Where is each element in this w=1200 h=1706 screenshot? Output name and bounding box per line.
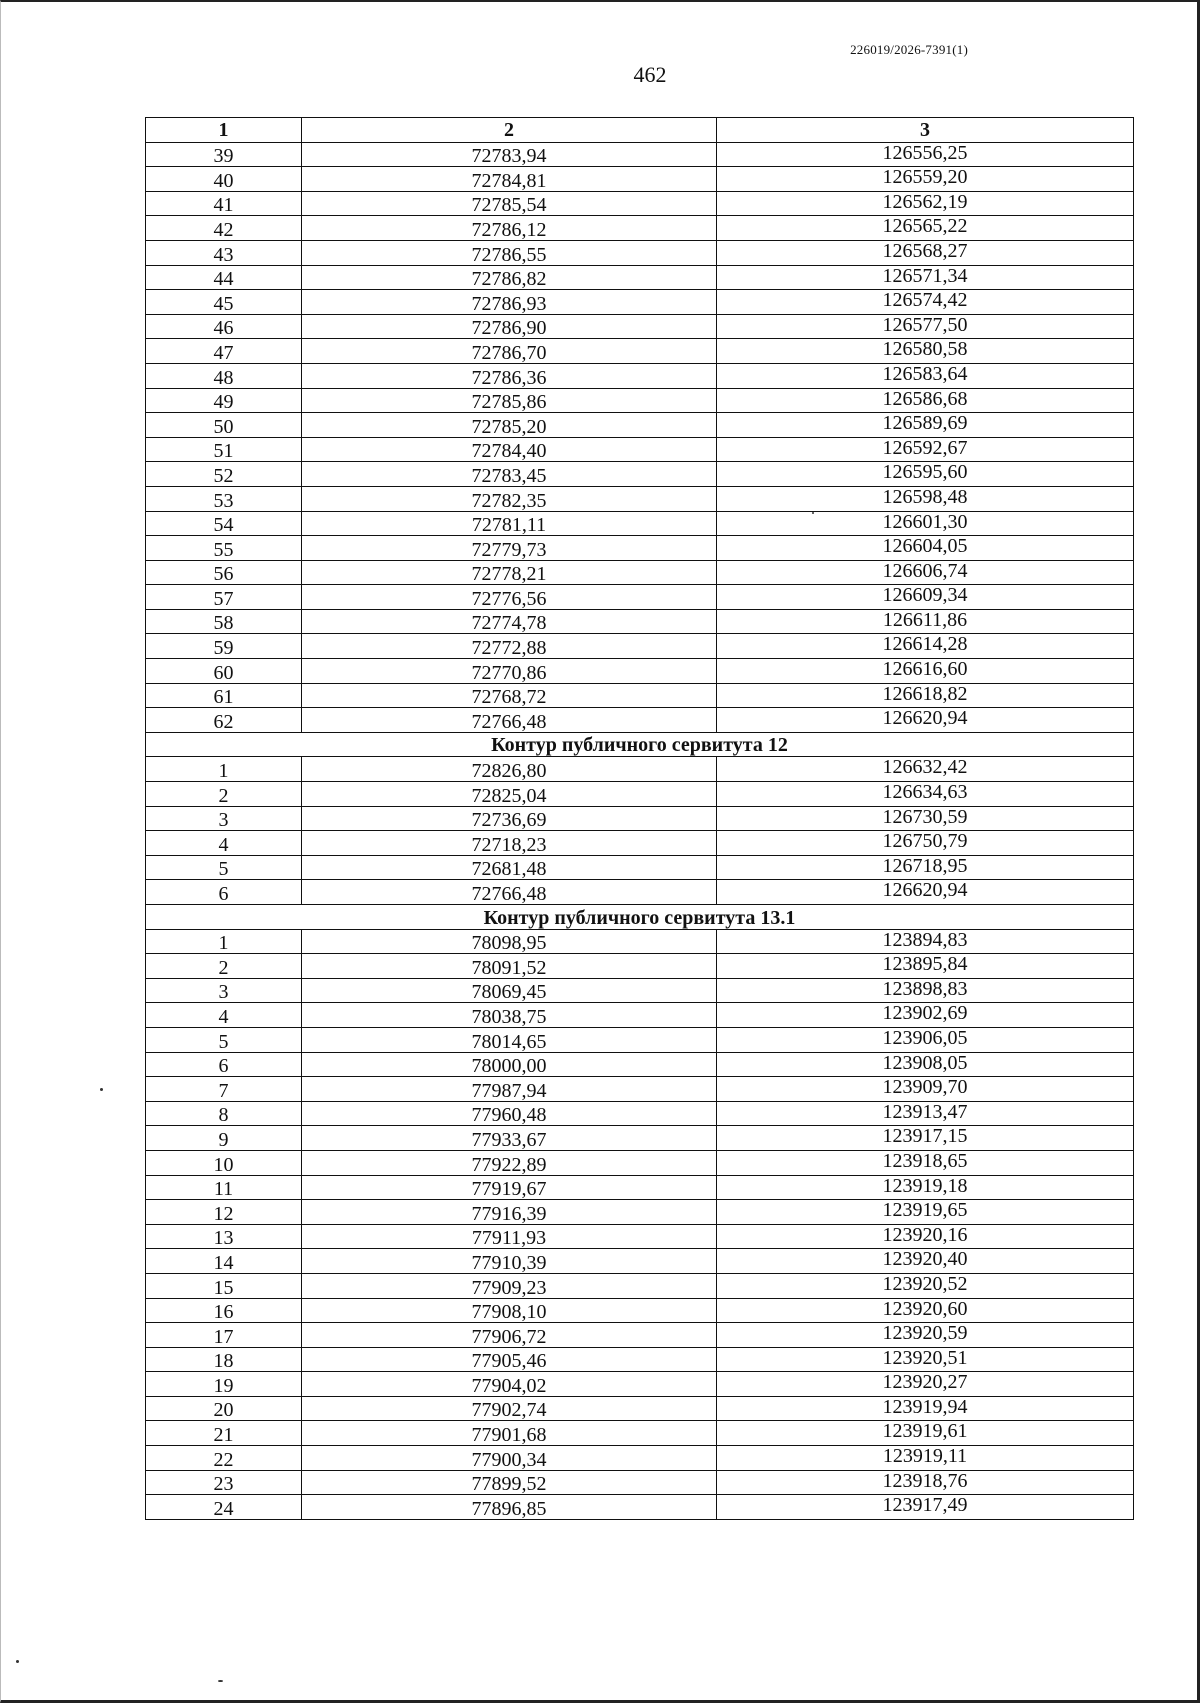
point-number: 43 bbox=[146, 240, 302, 265]
table-row bbox=[146, 314, 1134, 339]
coordinate-x: 77933,67 bbox=[302, 1126, 717, 1151]
section-title-row bbox=[146, 732, 1134, 757]
coordinate-x: 72781,11 bbox=[302, 511, 717, 536]
point-number: 48 bbox=[146, 363, 302, 388]
coordinate-y: 123920,51 bbox=[717, 1347, 1134, 1372]
coordinate-y: 123919,11 bbox=[717, 1446, 1134, 1471]
coordinate-y: 123920,16 bbox=[717, 1224, 1134, 1249]
coordinate-y: 123917,49 bbox=[717, 1495, 1134, 1520]
table-row bbox=[146, 609, 1134, 634]
point-number: 1 bbox=[146, 929, 302, 954]
table-row bbox=[146, 978, 1134, 1003]
table-row bbox=[146, 1224, 1134, 1249]
table-header-row bbox=[146, 118, 1134, 143]
coordinate-y: 126620,94 bbox=[717, 708, 1134, 733]
point-number: 58 bbox=[146, 609, 302, 634]
point-number: 8 bbox=[146, 1101, 302, 1126]
table-row bbox=[146, 1200, 1134, 1225]
coordinate-y: 126730,59 bbox=[717, 806, 1134, 831]
point-number: 17 bbox=[146, 1323, 302, 1348]
point-number: 51 bbox=[146, 437, 302, 462]
table-row bbox=[146, 929, 1134, 954]
coordinate-x: 72770,86 bbox=[302, 659, 717, 684]
point-number: 14 bbox=[146, 1249, 302, 1274]
coordinate-x: 72736,69 bbox=[302, 806, 717, 831]
point-number: 9 bbox=[146, 1126, 302, 1151]
table-row bbox=[146, 954, 1134, 979]
coordinate-x: 77904,02 bbox=[302, 1372, 717, 1397]
coordinate-x: 72786,93 bbox=[302, 290, 717, 315]
coordinate-x: 72783,45 bbox=[302, 462, 717, 487]
coordinate-y: 123920,59 bbox=[717, 1323, 1134, 1348]
table-row bbox=[146, 708, 1134, 733]
coordinate-x: 78091,52 bbox=[302, 954, 717, 979]
coordinate-y: 123913,47 bbox=[717, 1101, 1134, 1126]
point-number: 21 bbox=[146, 1421, 302, 1446]
coordinate-y: 126559,20 bbox=[717, 167, 1134, 192]
table-row bbox=[146, 1003, 1134, 1028]
point-number: 16 bbox=[146, 1298, 302, 1323]
coordinate-x: 72783,94 bbox=[302, 142, 717, 167]
point-number: 22 bbox=[146, 1446, 302, 1471]
table-row bbox=[146, 1298, 1134, 1323]
coordinate-x: 78098,95 bbox=[302, 929, 717, 954]
coordinate-y: 123898,83 bbox=[717, 978, 1134, 1003]
point-number: 59 bbox=[146, 634, 302, 659]
coordinate-y: 126583,64 bbox=[717, 363, 1134, 388]
point-number: 11 bbox=[146, 1175, 302, 1200]
point-number: 4 bbox=[146, 1003, 302, 1028]
table-row bbox=[146, 1027, 1134, 1052]
table-row bbox=[146, 782, 1134, 807]
table-row bbox=[146, 683, 1134, 708]
point-number: 5 bbox=[146, 1027, 302, 1052]
coordinate-x: 77899,52 bbox=[302, 1470, 717, 1495]
coordinate-x: 78069,45 bbox=[302, 978, 717, 1003]
coordinate-y: 123920,60 bbox=[717, 1298, 1134, 1323]
coordinate-y: 126632,42 bbox=[717, 757, 1134, 782]
table-row bbox=[146, 167, 1134, 192]
coordinate-y: 123920,40 bbox=[717, 1249, 1134, 1274]
table-row bbox=[146, 191, 1134, 216]
coordinate-x: 77901,68 bbox=[302, 1421, 717, 1446]
section-title: Контур публичного сервитута 12 bbox=[146, 732, 1134, 757]
table-row bbox=[146, 265, 1134, 290]
table-row bbox=[146, 1495, 1134, 1520]
coordinate-x: 78038,75 bbox=[302, 1003, 717, 1028]
point-number: 57 bbox=[146, 585, 302, 610]
coordinate-y: 126611,86 bbox=[717, 609, 1134, 634]
coordinate-x: 72785,20 bbox=[302, 413, 717, 438]
coordinate-y: 126606,74 bbox=[717, 560, 1134, 585]
coordinate-x: 77896,85 bbox=[302, 1495, 717, 1520]
coordinate-y: 126568,27 bbox=[717, 240, 1134, 265]
table-row bbox=[146, 1470, 1134, 1495]
table-row bbox=[146, 486, 1134, 511]
coordinate-y: 126718,95 bbox=[717, 855, 1134, 880]
point-number: 18 bbox=[146, 1347, 302, 1372]
table-row bbox=[146, 585, 1134, 610]
coordinate-y: 126634,63 bbox=[717, 782, 1134, 807]
table-row bbox=[146, 142, 1134, 167]
coordinates-table bbox=[145, 117, 1134, 1520]
table-row bbox=[146, 1101, 1134, 1126]
point-number: 39 bbox=[146, 142, 302, 167]
coordinate-x: 72718,23 bbox=[302, 831, 717, 856]
point-number: 49 bbox=[146, 388, 302, 413]
point-number: 6 bbox=[146, 880, 302, 905]
coordinate-y: 123909,70 bbox=[717, 1077, 1134, 1102]
point-number: 6 bbox=[146, 1052, 302, 1077]
table-row bbox=[146, 757, 1134, 782]
scan-speck bbox=[16, 1660, 19, 1663]
scan-speck bbox=[812, 512, 814, 514]
table-row bbox=[146, 1052, 1134, 1077]
point-number: 20 bbox=[146, 1396, 302, 1421]
coordinate-y: 123918,65 bbox=[717, 1150, 1134, 1175]
table-row bbox=[146, 1323, 1134, 1348]
coordinate-y: 126586,68 bbox=[717, 388, 1134, 413]
coordinate-x: 77916,39 bbox=[302, 1200, 717, 1225]
table-row bbox=[146, 634, 1134, 659]
table-row bbox=[146, 1126, 1134, 1151]
coordinate-y: 126574,42 bbox=[717, 290, 1134, 315]
point-number: 45 bbox=[146, 290, 302, 315]
coordinate-y: 123919,94 bbox=[717, 1396, 1134, 1421]
point-number: 7 bbox=[146, 1077, 302, 1102]
table-row bbox=[146, 511, 1134, 536]
coordinate-x: 72786,90 bbox=[302, 314, 717, 339]
table-row bbox=[146, 1273, 1134, 1298]
point-number: 60 bbox=[146, 659, 302, 684]
coordinate-y: 126598,48 bbox=[717, 486, 1134, 511]
coordinate-y: 126609,34 bbox=[717, 585, 1134, 610]
coordinate-y: 126580,58 bbox=[717, 339, 1134, 364]
coordinate-x: 72786,70 bbox=[302, 339, 717, 364]
coordinate-x: 72785,54 bbox=[302, 191, 717, 216]
table-row bbox=[146, 560, 1134, 585]
table-row bbox=[146, 437, 1134, 462]
coordinate-y: 126616,60 bbox=[717, 659, 1134, 684]
table-row bbox=[146, 1396, 1134, 1421]
point-number: 50 bbox=[146, 413, 302, 438]
coordinate-x: 72766,48 bbox=[302, 708, 717, 733]
table-row bbox=[146, 806, 1134, 831]
table-row bbox=[146, 1372, 1134, 1397]
table-row bbox=[146, 1347, 1134, 1372]
coordinate-y: 123917,15 bbox=[717, 1126, 1134, 1151]
coordinate-x: 72784,81 bbox=[302, 167, 717, 192]
coordinate-y: 126562,19 bbox=[717, 191, 1134, 216]
coordinate-x: 72826,80 bbox=[302, 757, 717, 782]
scan-speck bbox=[218, 1680, 223, 1682]
point-number: 3 bbox=[146, 806, 302, 831]
point-number: 24 bbox=[146, 1495, 302, 1520]
coordinate-x: 72776,56 bbox=[302, 585, 717, 610]
point-number: 10 bbox=[146, 1150, 302, 1175]
point-number: 42 bbox=[146, 216, 302, 241]
table-row bbox=[146, 339, 1134, 364]
table-row bbox=[146, 1249, 1134, 1274]
coordinate-x: 72786,55 bbox=[302, 240, 717, 265]
coordinate-y: 123895,84 bbox=[717, 954, 1134, 979]
coordinate-y: 126556,25 bbox=[717, 142, 1134, 167]
table-row bbox=[146, 462, 1134, 487]
coordinate-y: 123902,69 bbox=[717, 1003, 1134, 1028]
point-number: 15 bbox=[146, 1273, 302, 1298]
coordinate-x: 72784,40 bbox=[302, 437, 717, 462]
coordinate-y: 123919,61 bbox=[717, 1421, 1134, 1446]
table-row bbox=[146, 216, 1134, 241]
table-row bbox=[146, 855, 1134, 880]
point-number: 13 bbox=[146, 1224, 302, 1249]
point-number: 4 bbox=[146, 831, 302, 856]
table-row bbox=[146, 388, 1134, 413]
coordinate-y: 123894,83 bbox=[717, 929, 1134, 954]
coordinate-x: 72786,36 bbox=[302, 363, 717, 388]
point-number: 40 bbox=[146, 167, 302, 192]
coordinate-x: 72782,35 bbox=[302, 486, 717, 511]
coordinate-y: 126614,28 bbox=[717, 634, 1134, 659]
table-row bbox=[146, 659, 1134, 684]
table-row bbox=[146, 413, 1134, 438]
point-number: 2 bbox=[146, 954, 302, 979]
coordinate-x: 72825,04 bbox=[302, 782, 717, 807]
coordinate-y: 123920,52 bbox=[717, 1273, 1134, 1298]
coordinate-x: 78000,00 bbox=[302, 1052, 717, 1077]
coordinate-y: 123918,76 bbox=[717, 1470, 1134, 1495]
point-number: 1 bbox=[146, 757, 302, 782]
point-number: 23 bbox=[146, 1470, 302, 1495]
coordinate-y: 126565,22 bbox=[717, 216, 1134, 241]
point-number: 54 bbox=[146, 511, 302, 536]
coordinate-y: 126592,67 bbox=[717, 437, 1134, 462]
table-row bbox=[146, 1446, 1134, 1471]
coordinate-x: 77906,72 bbox=[302, 1323, 717, 1348]
coordinate-x: 72768,72 bbox=[302, 683, 717, 708]
table-row bbox=[146, 1175, 1134, 1200]
coordinates-table-body bbox=[146, 118, 1134, 1520]
table-row bbox=[146, 1077, 1134, 1102]
column-header-2: 2 bbox=[302, 118, 717, 143]
scan-speck bbox=[100, 1088, 103, 1091]
coordinate-x: 77908,10 bbox=[302, 1298, 717, 1323]
coordinate-x: 72774,78 bbox=[302, 609, 717, 634]
coordinate-y: 126620,94 bbox=[717, 880, 1134, 905]
coordinate-x: 78014,65 bbox=[302, 1027, 717, 1052]
coordinate-x: 77911,93 bbox=[302, 1224, 717, 1249]
coordinate-x: 77919,67 bbox=[302, 1175, 717, 1200]
coordinate-x: 77900,34 bbox=[302, 1446, 717, 1471]
point-number: 2 bbox=[146, 782, 302, 807]
table-row bbox=[146, 240, 1134, 265]
point-number: 3 bbox=[146, 978, 302, 1003]
coordinate-y: 123906,05 bbox=[717, 1027, 1134, 1052]
coordinate-y: 126571,34 bbox=[717, 265, 1134, 290]
point-number: 41 bbox=[146, 191, 302, 216]
document-id: 226019/2026-7391(1) bbox=[850, 42, 968, 57]
point-number: 53 bbox=[146, 486, 302, 511]
table-row bbox=[146, 880, 1134, 905]
coordinate-x: 77922,89 bbox=[302, 1150, 717, 1175]
point-number: 52 bbox=[146, 462, 302, 487]
coordinate-y: 123919,18 bbox=[717, 1175, 1134, 1200]
coordinate-x: 77905,46 bbox=[302, 1347, 717, 1372]
coordinate-x: 72778,21 bbox=[302, 560, 717, 585]
point-number: 55 bbox=[146, 536, 302, 561]
coordinate-y: 126577,50 bbox=[717, 314, 1134, 339]
coordinate-x: 72766,48 bbox=[302, 880, 717, 905]
coordinate-y: 126604,05 bbox=[717, 536, 1134, 561]
coordinate-x: 77910,39 bbox=[302, 1249, 717, 1274]
coordinate-x: 77909,23 bbox=[302, 1273, 717, 1298]
section-title-row bbox=[146, 905, 1134, 930]
coordinate-x: 77960,48 bbox=[302, 1101, 717, 1126]
coordinate-y: 126589,69 bbox=[717, 413, 1134, 438]
coordinate-y: 123908,05 bbox=[717, 1052, 1134, 1077]
point-number: 44 bbox=[146, 265, 302, 290]
point-number: 47 bbox=[146, 339, 302, 364]
column-header-3: 3 bbox=[717, 118, 1134, 143]
table-row bbox=[146, 290, 1134, 315]
coordinate-x: 72785,86 bbox=[302, 388, 717, 413]
table-row bbox=[146, 1421, 1134, 1446]
coordinate-y: 123919,65 bbox=[717, 1200, 1134, 1225]
table-row bbox=[146, 363, 1134, 388]
column-header-1: 1 bbox=[146, 118, 302, 143]
coordinate-x: 77902,74 bbox=[302, 1396, 717, 1421]
point-number: 56 bbox=[146, 560, 302, 585]
coordinate-x: 72786,82 bbox=[302, 265, 717, 290]
coordinate-x: 72772,88 bbox=[302, 634, 717, 659]
coordinate-x: 72779,73 bbox=[302, 536, 717, 561]
coordinate-y: 126595,60 bbox=[717, 462, 1134, 487]
point-number: 19 bbox=[146, 1372, 302, 1397]
page-number: 462 bbox=[633, 62, 667, 87]
coordinate-x: 72681,48 bbox=[302, 855, 717, 880]
coordinate-y: 126601,30 bbox=[717, 511, 1134, 536]
coordinate-y: 126618,82 bbox=[717, 683, 1134, 708]
point-number: 12 bbox=[146, 1200, 302, 1225]
table-row bbox=[146, 1150, 1134, 1175]
coordinate-x: 77987,94 bbox=[302, 1077, 717, 1102]
coordinate-y: 123920,27 bbox=[717, 1372, 1134, 1397]
section-title: Контур публичного сервитута 13.1 bbox=[146, 905, 1134, 930]
table-row bbox=[146, 536, 1134, 561]
point-number: 46 bbox=[146, 314, 302, 339]
point-number: 62 bbox=[146, 708, 302, 733]
point-number: 5 bbox=[146, 855, 302, 880]
table-row bbox=[146, 831, 1134, 856]
coordinate-x: 72786,12 bbox=[302, 216, 717, 241]
point-number: 61 bbox=[146, 683, 302, 708]
coordinate-y: 126750,79 bbox=[717, 831, 1134, 856]
